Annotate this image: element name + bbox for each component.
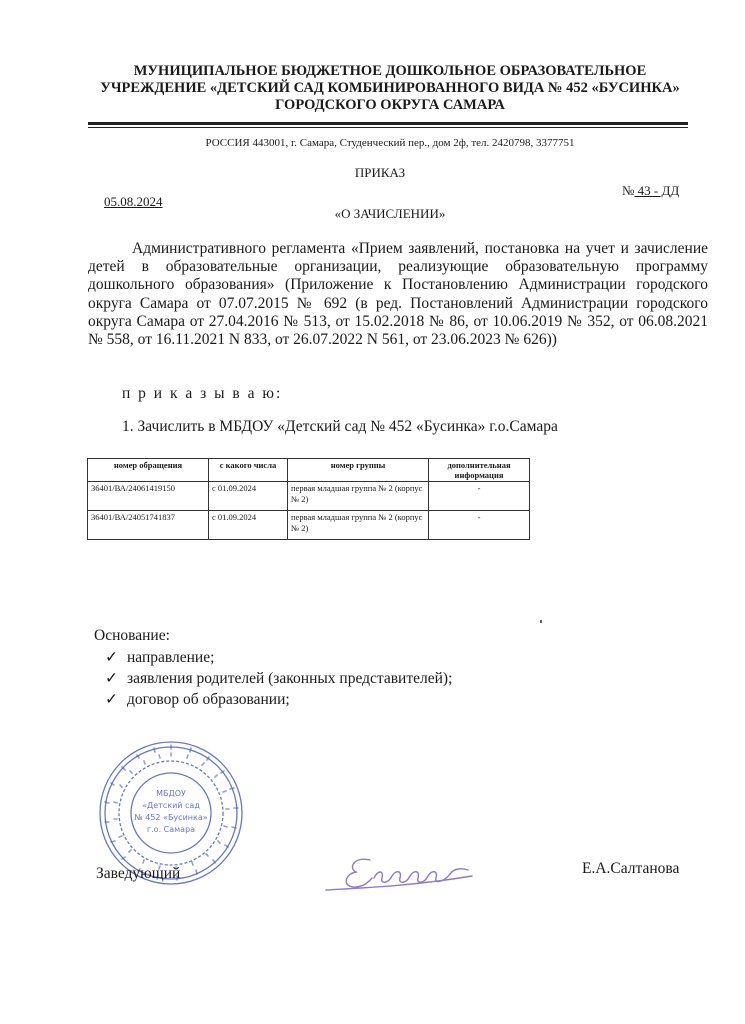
stray-mark xyxy=(540,620,542,623)
signer-position: Заведующий xyxy=(96,865,181,882)
table-header-row xyxy=(88,459,530,482)
document-title: ПРИКАЗ xyxy=(354,165,406,180)
seal-text: «Детский сад xyxy=(142,801,200,810)
seal-text: МБДОУ xyxy=(156,789,186,798)
checkmark-icon: ✓ xyxy=(105,691,118,708)
table-cell: первая младшая группа № 2 (корпус № 2) xyxy=(288,511,429,540)
header-rule-thin xyxy=(88,127,688,128)
seal-text: № 452 «Бусинка» xyxy=(134,813,208,822)
table-cell: с 01.09.2024 xyxy=(209,511,288,540)
table-header-cell: номер группы xyxy=(288,459,429,482)
table-cell: - xyxy=(429,482,530,511)
basis-title: Основание: xyxy=(94,627,170,644)
org-address: РОССИЯ 443001, г. Самара, Студенческий пер., дом 2ф, тел. 2420798, 3377751 xyxy=(205,137,575,149)
regulation-text: Административного регламента «Прием заявлений, постановка на учет и зачисление детей в образовательные организации, реализующие образовательную программу дошкольного образования» (Приложение к Постановлению Администрации городского округа Самара от 07.07.2015 № 692 (в ред. Постановлений Администрации городского округа Самара от 27.04.2016 № 513, от 15.02.2018 № 86, от 10.06.2019 № 352, от 06.08.2021 № 558, от 16.11.2021 N 833, от 26.07.2022 N 561, от 23.06.2023 № 626)) xyxy=(88,240,708,349)
seal-text: г.о. Самара xyxy=(146,825,196,834)
basis-item xyxy=(105,690,290,709)
order-subject: «О ЗАЧИСЛЕНИИ» xyxy=(334,206,446,221)
org-name-line2: УЧРЕЖДЕНИЕ «ДЕТСКИЙ САД КОМБИНИРОВАННОГО ВИДА № 452 «БУСИНКА» xyxy=(100,80,680,96)
order-number-prefix: № xyxy=(622,183,635,198)
org-name-line1: МУНИЦИПАЛЬНОЕ БЮДЖЕТНОЕ ДОШКОЛЬНОЕ ОБРАЗОВАТЕЛЬНОЕ xyxy=(133,63,647,79)
basis-item xyxy=(105,669,452,688)
basis-item-label: направление; xyxy=(127,649,215,666)
checkmark-icon: ✓ xyxy=(105,670,118,687)
order-number-value: 43 - ДД xyxy=(634,183,680,198)
table-row xyxy=(88,482,530,511)
table-header-cell: номер обращения xyxy=(88,459,209,482)
table-header-cell: дополнительная информация xyxy=(429,459,530,482)
table-cell: - xyxy=(429,511,530,540)
basis-item-label: договор об образовании; xyxy=(127,691,290,708)
table-cell: с 01.09.2024 xyxy=(209,482,288,511)
org-name-line3: ГОРОДСКОГО ОКРУГА САМАРА xyxy=(275,97,505,113)
regulation-paragraph xyxy=(88,240,708,349)
order-command: п р и к а з ы в а ю: xyxy=(122,385,283,402)
order-date: 05.08.2024 xyxy=(104,194,163,209)
table-header-cell: с какого числа xyxy=(209,459,288,482)
table-cell: 36401/ВА/24051741837 xyxy=(88,511,209,540)
enrollment-item: 1. Зачислить в МБДОУ «Детский сад № 452 «Бусинка» г.о.Самара xyxy=(122,418,558,435)
table-cell: первая младшая группа № 2 (корпус № 2) xyxy=(288,482,429,511)
table-cell: 36401/ВА/24061419150 xyxy=(88,482,209,511)
header-rule-thick xyxy=(88,122,688,125)
enrollment-table xyxy=(87,458,530,540)
checkmark-icon: ✓ xyxy=(105,649,118,666)
basis-item xyxy=(105,648,214,667)
order-number xyxy=(622,183,679,199)
signer-name: Е.А.Салтанова xyxy=(582,860,680,877)
handwritten-signature xyxy=(322,848,482,898)
table-row xyxy=(88,511,530,540)
basis-item-label: заявления родителей (законных представителей); xyxy=(127,670,453,687)
